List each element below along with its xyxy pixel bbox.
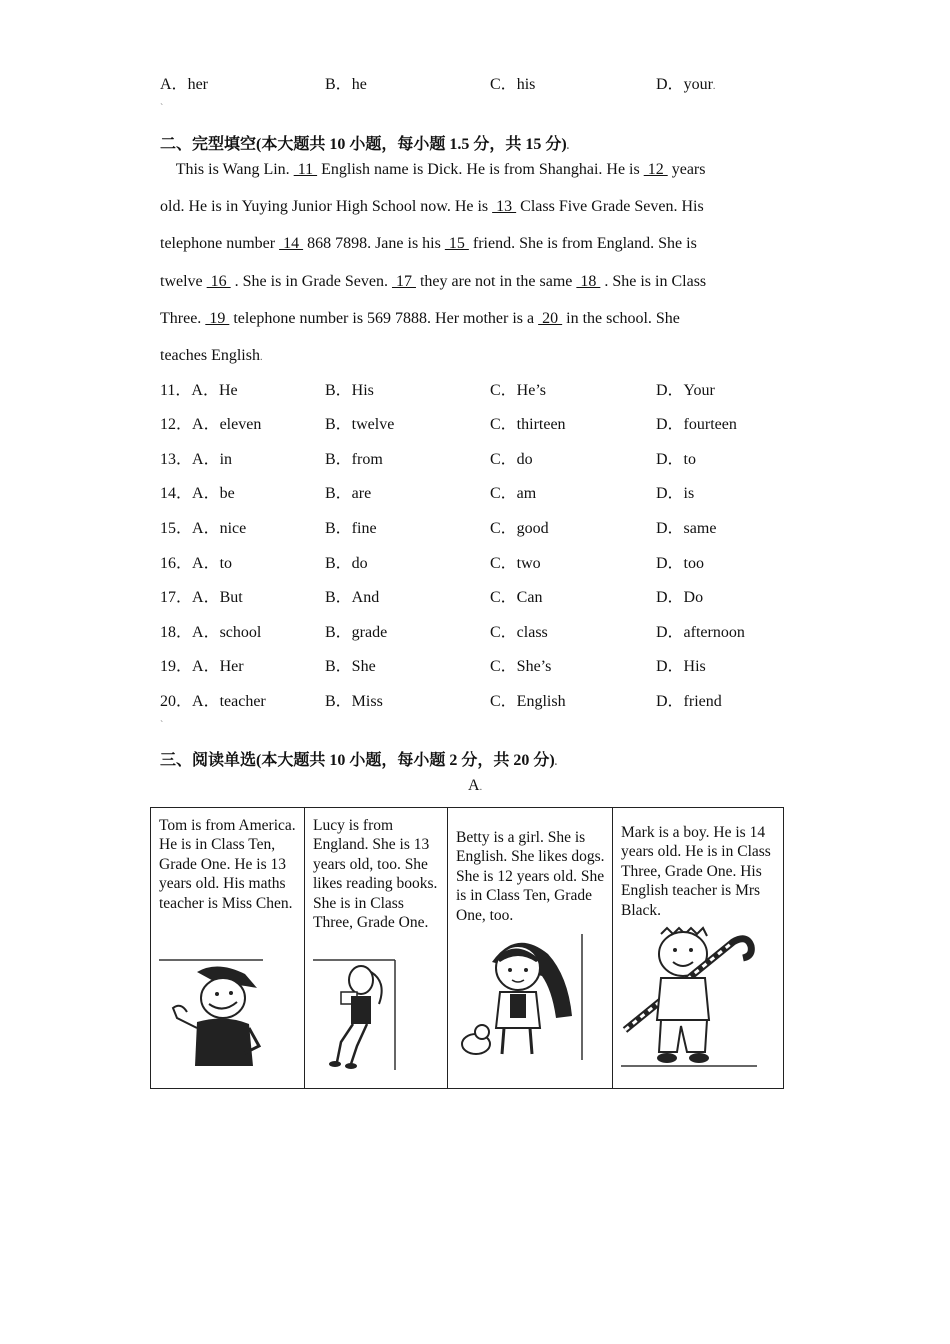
option-b[interactable]: B．Miss [325, 693, 383, 710]
part-label: A. [468, 777, 483, 794]
boy-candy-cane-illustration [621, 926, 761, 1070]
profile-betty [448, 808, 613, 1089]
option-d[interactable]: D．to [656, 451, 697, 468]
question-row [160, 448, 800, 472]
option-c[interactable]: C．She’s [490, 658, 552, 675]
option-b[interactable]: B．She [325, 658, 376, 675]
question-row [160, 379, 800, 403]
option-b[interactable]: B．he [325, 76, 367, 93]
option-a[interactable]: A．Her [192, 658, 244, 675]
option-c[interactable]: C．good [490, 520, 549, 537]
question-number: 17． [160, 589, 193, 606]
option-d[interactable]: D．your. [656, 76, 716, 93]
question-row [160, 655, 800, 679]
option-c[interactable]: C．He’s [490, 382, 547, 399]
option-c[interactable]: C．thirteen [490, 416, 566, 433]
option-d[interactable]: D．fourteen [656, 416, 737, 433]
blank-11: 11 [293, 161, 318, 178]
profiles-table [150, 807, 784, 1089]
question-row [160, 552, 800, 576]
blank-17: 17 [391, 273, 416, 290]
option-d[interactable]: D．Do [656, 589, 704, 606]
option-a[interactable]: A．in [192, 451, 233, 468]
option-a[interactable]: A．her [160, 76, 208, 93]
option-d[interactable]: D．Your [656, 382, 715, 399]
boy-cap-illustration [157, 958, 267, 1070]
question-row [160, 517, 800, 541]
question-number: 18． [160, 624, 193, 641]
question-number: 16． [160, 555, 193, 572]
question-row [160, 586, 800, 610]
profile-mark [613, 808, 784, 1089]
question-row [160, 621, 800, 645]
question-row [160, 690, 800, 714]
question-number: 12． [160, 416, 193, 433]
option-b[interactable]: B．twelve [325, 416, 395, 433]
question-number: 15． [160, 520, 193, 537]
blank-12: 12 [643, 161, 668, 178]
blank-18: 18 [576, 273, 601, 290]
option-c[interactable]: C．do [490, 451, 533, 468]
option-a[interactable]: A．He [191, 382, 238, 399]
question-row [160, 413, 800, 437]
profile-text: Tom is from America. He is in Class Ten, Grade One. He is 13 years old. His maths teacher is Miss Chen. [159, 817, 296, 912]
question-number: 11． [160, 382, 192, 399]
blank-15: 15 [444, 235, 469, 252]
question-number: 13． [160, 451, 193, 468]
option-b[interactable]: B．And [325, 589, 380, 606]
question-number: 20． [160, 693, 193, 710]
option-c[interactable]: C．two [490, 555, 541, 572]
option-a[interactable]: A．school [192, 624, 262, 641]
prev-question-options [160, 73, 800, 97]
blank-20: 20 [538, 310, 563, 327]
option-b[interactable]: B．grade [325, 624, 388, 641]
option-a[interactable]: A．to [192, 555, 233, 572]
option-c[interactable]: C．am [490, 485, 537, 502]
option-d[interactable]: D．afternoon [656, 624, 745, 641]
passage-line: Three. 19 telephone number is 569 7888. Her mother is a 20 in the school. She [160, 310, 680, 327]
profile-text: Lucy is from England. She is 13 years old, too. She likes reading books. She is in Class Three, Grade One. [313, 817, 438, 932]
option-b[interactable]: B．from [325, 451, 383, 468]
option-c[interactable]: C．English [490, 693, 566, 710]
option-d[interactable]: D．is [656, 485, 695, 502]
section2-heading: 二、完型填空(本大题共 10 小题，每小题 1.5 分，共 15 分). [160, 136, 570, 153]
option-c[interactable]: C．his [490, 76, 536, 93]
option-b[interactable]: B．fine [325, 520, 377, 537]
blank-13: 13 [492, 198, 517, 215]
option-a[interactable]: A．be [192, 485, 235, 502]
profile-text: Mark is a boy. He is 14 years old. He is in Class Three, Grade One. His English teacher is Mrs Black. [621, 824, 771, 919]
option-b[interactable]: B．are [325, 485, 372, 502]
option-d[interactable]: D．same [656, 520, 717, 537]
option-a[interactable]: A．teacher [192, 693, 266, 710]
blank-19: 19 [205, 310, 230, 327]
passage-line: This is Wang Lin. 11 English name is Dick. He is from Shanghai. He is 12 years [160, 161, 706, 178]
question-row [160, 482, 800, 506]
option-d[interactable]: D．His [656, 658, 706, 675]
passage-line: old. He is in Yuying Junior High School now. He is 13 Class Five Grade Seven. His [160, 198, 704, 215]
option-b[interactable]: B．do [325, 555, 368, 572]
option-a[interactable]: A．eleven [192, 416, 262, 433]
question-number: 19． [160, 658, 193, 675]
option-d[interactable]: D．too [656, 555, 705, 572]
paragraph-mark: ˋ [160, 103, 164, 114]
passage-line: teaches English. [160, 347, 263, 364]
blank-16: 16 [206, 273, 231, 290]
section3-heading: 三、阅读单选(本大题共 10 小题，每小题 2 分，共 20 分). [160, 752, 558, 769]
profile-tom [151, 808, 305, 1089]
question-number: 14． [160, 485, 193, 502]
option-c[interactable]: C．Can [490, 589, 543, 606]
option-b[interactable]: B．His [325, 382, 374, 399]
option-a[interactable]: A．nice [192, 520, 247, 537]
profile-lucy [305, 808, 448, 1089]
option-a[interactable]: A．But [192, 589, 243, 606]
option-d[interactable]: D．friend [656, 693, 722, 710]
passage-line: twelve 16 . She is in Grade Seven. 17 they are not in the same 18 . She is in Class [160, 273, 707, 290]
passage-line: telephone number 14 868 7898. Jane is his 15 friend. She is from England. She is [160, 235, 697, 252]
girl-with-dog-illustration [456, 932, 586, 1062]
paragraph-mark: ˋ [160, 720, 164, 731]
profile-text: Betty is a girl. She is English. She likes dogs. She is 12 years old. She is in Class Ten, Grade One, too. [456, 829, 605, 924]
blank-14: 14 [279, 235, 304, 252]
girl-reading-illustration [311, 958, 401, 1072]
option-c[interactable]: C．class [490, 624, 548, 641]
